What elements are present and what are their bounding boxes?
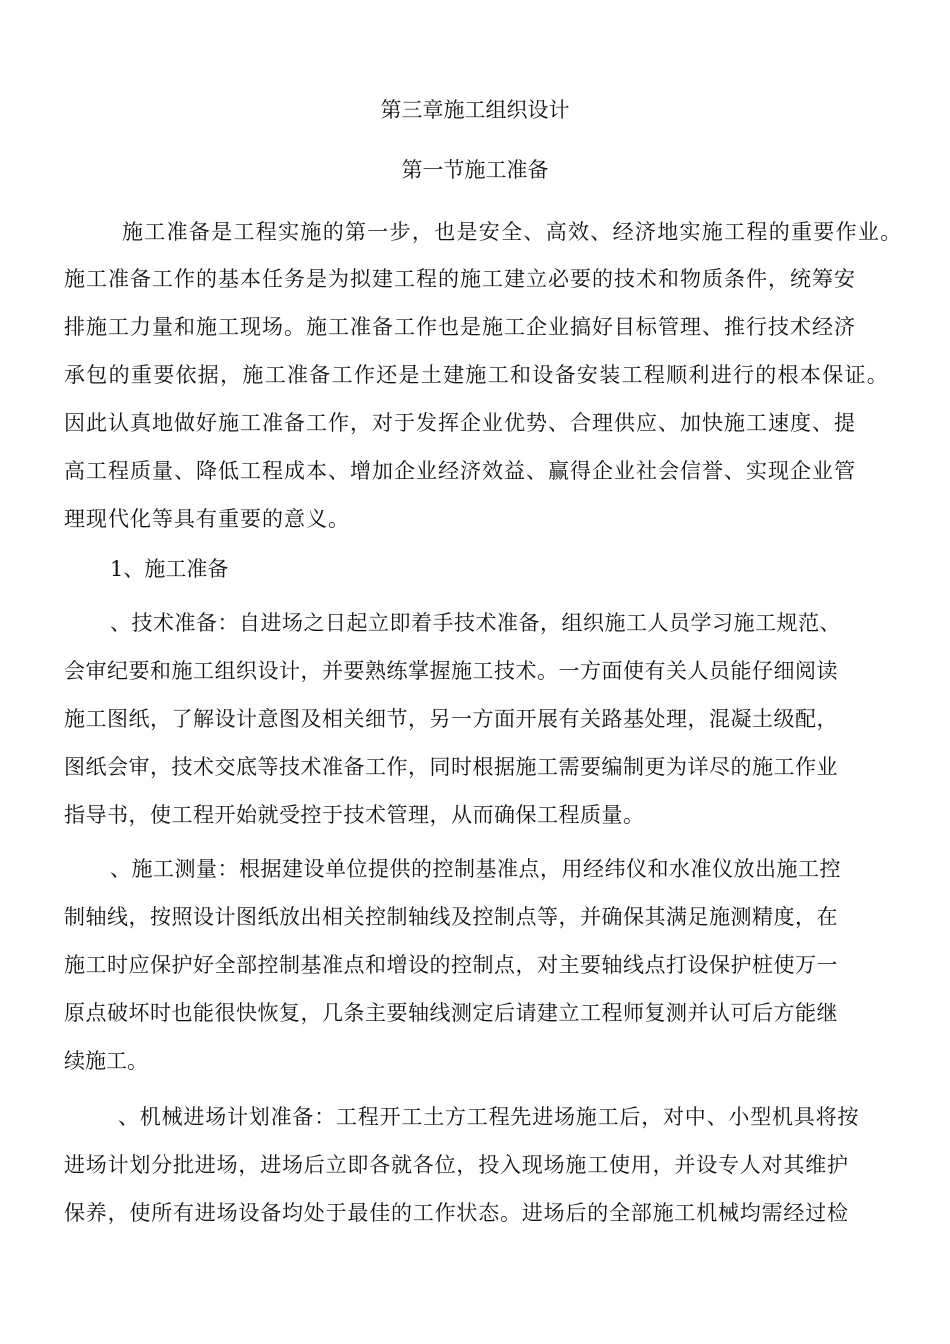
paragraph-line: 排施工力量和施工现场。施工准备工作也是施工企业搞好目标管理、推行技术经济 [64,315,856,339]
paragraph-line: 理现代化等具有重要的意义。 [64,507,350,531]
paragraph-line: 进场计划分批进场，进场后立即各就各位，投入现场施工使用，并设专人对其维护 [64,1153,849,1177]
paragraph-line: 图纸会审，技术交底等技术准备工作，同时根据施工需要编制更为详尽的施工作业 [64,755,838,779]
paragraph-line: 会审纪要和施工组织设计，并要熟练掌握施工技术。一方面使有关人员能仔细阅读 [64,659,838,683]
paragraph-line: 施工准备是工程实施的第一步，也是安全、高效、经济地实施工程的重要作业。 [122,220,903,244]
paragraph-line: 、机械进场计划准备：工程开工土方工程先进场施工后，对中、小型机具将按 [118,1105,860,1129]
paragraph-line: 制轴线，按照设计图纸放出相关控制轴线及控制点等，并确保其满足施测精度，在 [64,905,838,929]
paragraph-line: 保养，使所有进场设备均处于最佳的工作状态。进场后的全部施工机械均需经过检 [64,1201,849,1225]
paragraph-line: 高工程质量、降低工程成本、增加企业经济效益、赢得企业社会信誉、实现企业管 [64,459,856,483]
paragraph-line: 施工图纸，了解设计意图及相关细节，另一方面开展有关路基处理，混凝土级配， [64,707,838,731]
paragraph-line: 施工准备工作的基本任务是为拟建工程的施工建立必要的技术和物质条件，统筹安 [64,267,856,291]
paragraph-line: 续施工。 [64,1049,148,1073]
paragraph-line: 、技术准备：自进场之日起立即着手技术准备，组织施工人员学习施工规范、 [110,611,841,635]
chapter-title: 第三章施工组织设计 [380,98,570,122]
paragraph-line: 、施工测量：根据建设单位提供的控制基准点，用经纬仪和水准仪放出施工控 [110,857,841,881]
paragraph-line: 承包的重要依据，施工准备工作还是土建施工和设备安装工程顺利进行的根本保证。 [64,363,890,387]
subheading: 1、施工准备 [110,557,229,581]
paragraph-line: 施工时应保护好全部控制基准点和增设的控制点，对主要轴线点打设保护桩使万一 [64,953,838,977]
paragraph-line: 指导书，使工程开始就受控于技术管理，从而确保工程质量。 [64,803,645,827]
paragraph-line: 原点破坏时也能很快恢复，几条主要轴线测定后请建立工程师复测并认可后方能继 [64,1001,838,1025]
paragraph-line: 因此认真地做好施工准备工作，对于发挥企业优势、合理供应、加快施工速度、提 [64,411,856,435]
section-title: 第一节施工准备 [401,158,549,182]
